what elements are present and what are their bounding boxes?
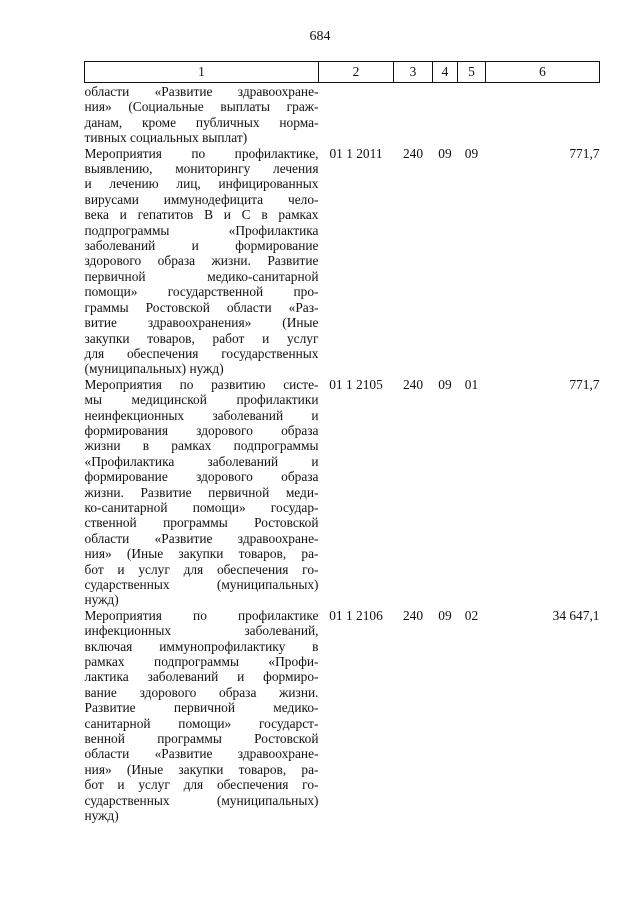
description-line: закупки товаров, работ и услуг (84, 330, 319, 346)
table-row (85, 83, 600, 146)
column-header-2: 2 (319, 62, 394, 83)
expense-type-code: 240 (402, 376, 424, 392)
amount: 771,7 (569, 145, 600, 161)
target-article-code (319, 83, 394, 146)
description-line: века и гепатитов В и С в рамках (84, 207, 319, 223)
description-line: ния» (Иные закупки товаров, ра- (84, 546, 319, 562)
description-line: формирования здорового образа (84, 422, 319, 438)
description-line: сударственных (муниципальных) (84, 792, 319, 808)
description-line: ния» (Социальные выплаты граж- (84, 99, 319, 115)
description-line: формирование здорового образа (84, 469, 319, 485)
description-line: рамках подпрограммы «Профи- (84, 654, 319, 670)
description-line: области «Развитие здравоохране- (84, 746, 319, 762)
description-line: данам, кроме публичных норма- (84, 114, 319, 130)
table-row (85, 377, 600, 608)
description-line: области «Развитие здравоохране- (84, 530, 319, 546)
section-code: 09 (438, 145, 452, 161)
description-line: граммы Ростовской области «Раз- (84, 299, 319, 315)
amount: 34 647,1 (552, 607, 600, 623)
description-line: ко-санитарной помощи» государ- (84, 499, 319, 515)
target-article-code: 01 1 2105 (329, 376, 383, 392)
description-line: первичной медико-санитарной (84, 268, 319, 284)
column-header-1: 1 (85, 62, 319, 83)
target-article-code: 01 1 2106 (329, 607, 383, 623)
row-description (85, 377, 319, 608)
budget-table (84, 61, 600, 824)
description-line: бот и услуг для обеспечения го- (84, 777, 319, 793)
description-line: бот и услуг для обеспечения го- (84, 561, 319, 577)
description-line: помощи» государственной про- (84, 284, 319, 300)
table-row (85, 608, 600, 824)
amount (486, 83, 600, 146)
column-number-header (85, 62, 600, 83)
description-line: неинфекционных заболеваний и (84, 407, 319, 423)
description-line: вирусами иммунодефицита чело- (84, 191, 319, 207)
description-line: для обеспечения государственных (84, 345, 319, 361)
table-body (85, 83, 600, 824)
table-row (85, 146, 600, 377)
column-header-3: 3 (394, 62, 433, 83)
expense-type-code: 240 (402, 145, 424, 161)
description-line: ния» (Иные закупки товаров, ра- (84, 761, 319, 777)
description-line: санитарной помощи» государст- (84, 715, 319, 731)
description-line: выявлению, мониторингу лечения (84, 161, 319, 177)
page-number: 684 (309, 29, 331, 44)
description-line: нужд) (84, 592, 119, 608)
description-line: сударственных (муниципальных) (84, 577, 319, 592)
expense-type-code (394, 83, 433, 146)
description-line: подпрограммы «Профилактика (84, 222, 319, 238)
column-header-6: 6 (486, 62, 600, 83)
description-line: жизни в рамках подпрограммы (84, 438, 319, 454)
amount: 771,7 (569, 376, 600, 392)
description-line: Мероприятия по развитию систе- (84, 376, 319, 392)
column-header-4: 4 (433, 62, 458, 83)
row-description (85, 83, 319, 146)
section-code: 09 (438, 607, 452, 623)
description-line: ственной программы Ростовской (84, 515, 319, 531)
section-code (433, 83, 458, 146)
description-line: (муниципальных) нужд) (84, 361, 224, 377)
description-line: Мероприятия по профилактике, (84, 145, 319, 161)
description-line: области «Развитие здравоохране- (84, 84, 319, 99)
description-line: включая иммунопрофилактику в (84, 638, 319, 654)
subsection-code: 02 (464, 607, 479, 623)
expense-type-code: 240 (402, 607, 424, 623)
description-line: заболеваний и формирование (84, 238, 319, 254)
subsection-code: 01 (464, 376, 479, 392)
description-line: тивных социальных выплат) (84, 130, 248, 146)
description-line: и лечению лиц, инфицированных (84, 176, 319, 192)
description-line: нужд) (84, 808, 119, 824)
row-description (85, 608, 319, 824)
target-article-code: 01 1 2011 (329, 145, 383, 161)
description-line: «Профилактика заболеваний и (84, 453, 319, 469)
subsection-code: 09 (464, 145, 479, 161)
description-line: вание здорового образа жизни. (84, 684, 319, 700)
description-line: мы медицинской профилактики (84, 392, 319, 408)
description-line: здорового образа жизни. Развитие (84, 253, 319, 269)
description-line: лактика заболеваний и формиро- (84, 669, 319, 685)
section-code: 09 (438, 376, 452, 392)
description-line: Развитие первичной медико- (84, 700, 319, 716)
description-line: Мероприятия по профилактике (84, 607, 319, 623)
description-line: жизни. Развитие первичной меди- (84, 484, 319, 500)
description-line: венной программы Ростовской (84, 731, 319, 747)
subsection-code (458, 83, 486, 146)
description-line: инфекционных заболеваний, (84, 623, 319, 639)
column-header-5: 5 (458, 62, 486, 83)
row-description (85, 146, 319, 377)
description-line: витие здравоохранения» (Иные (84, 315, 319, 331)
